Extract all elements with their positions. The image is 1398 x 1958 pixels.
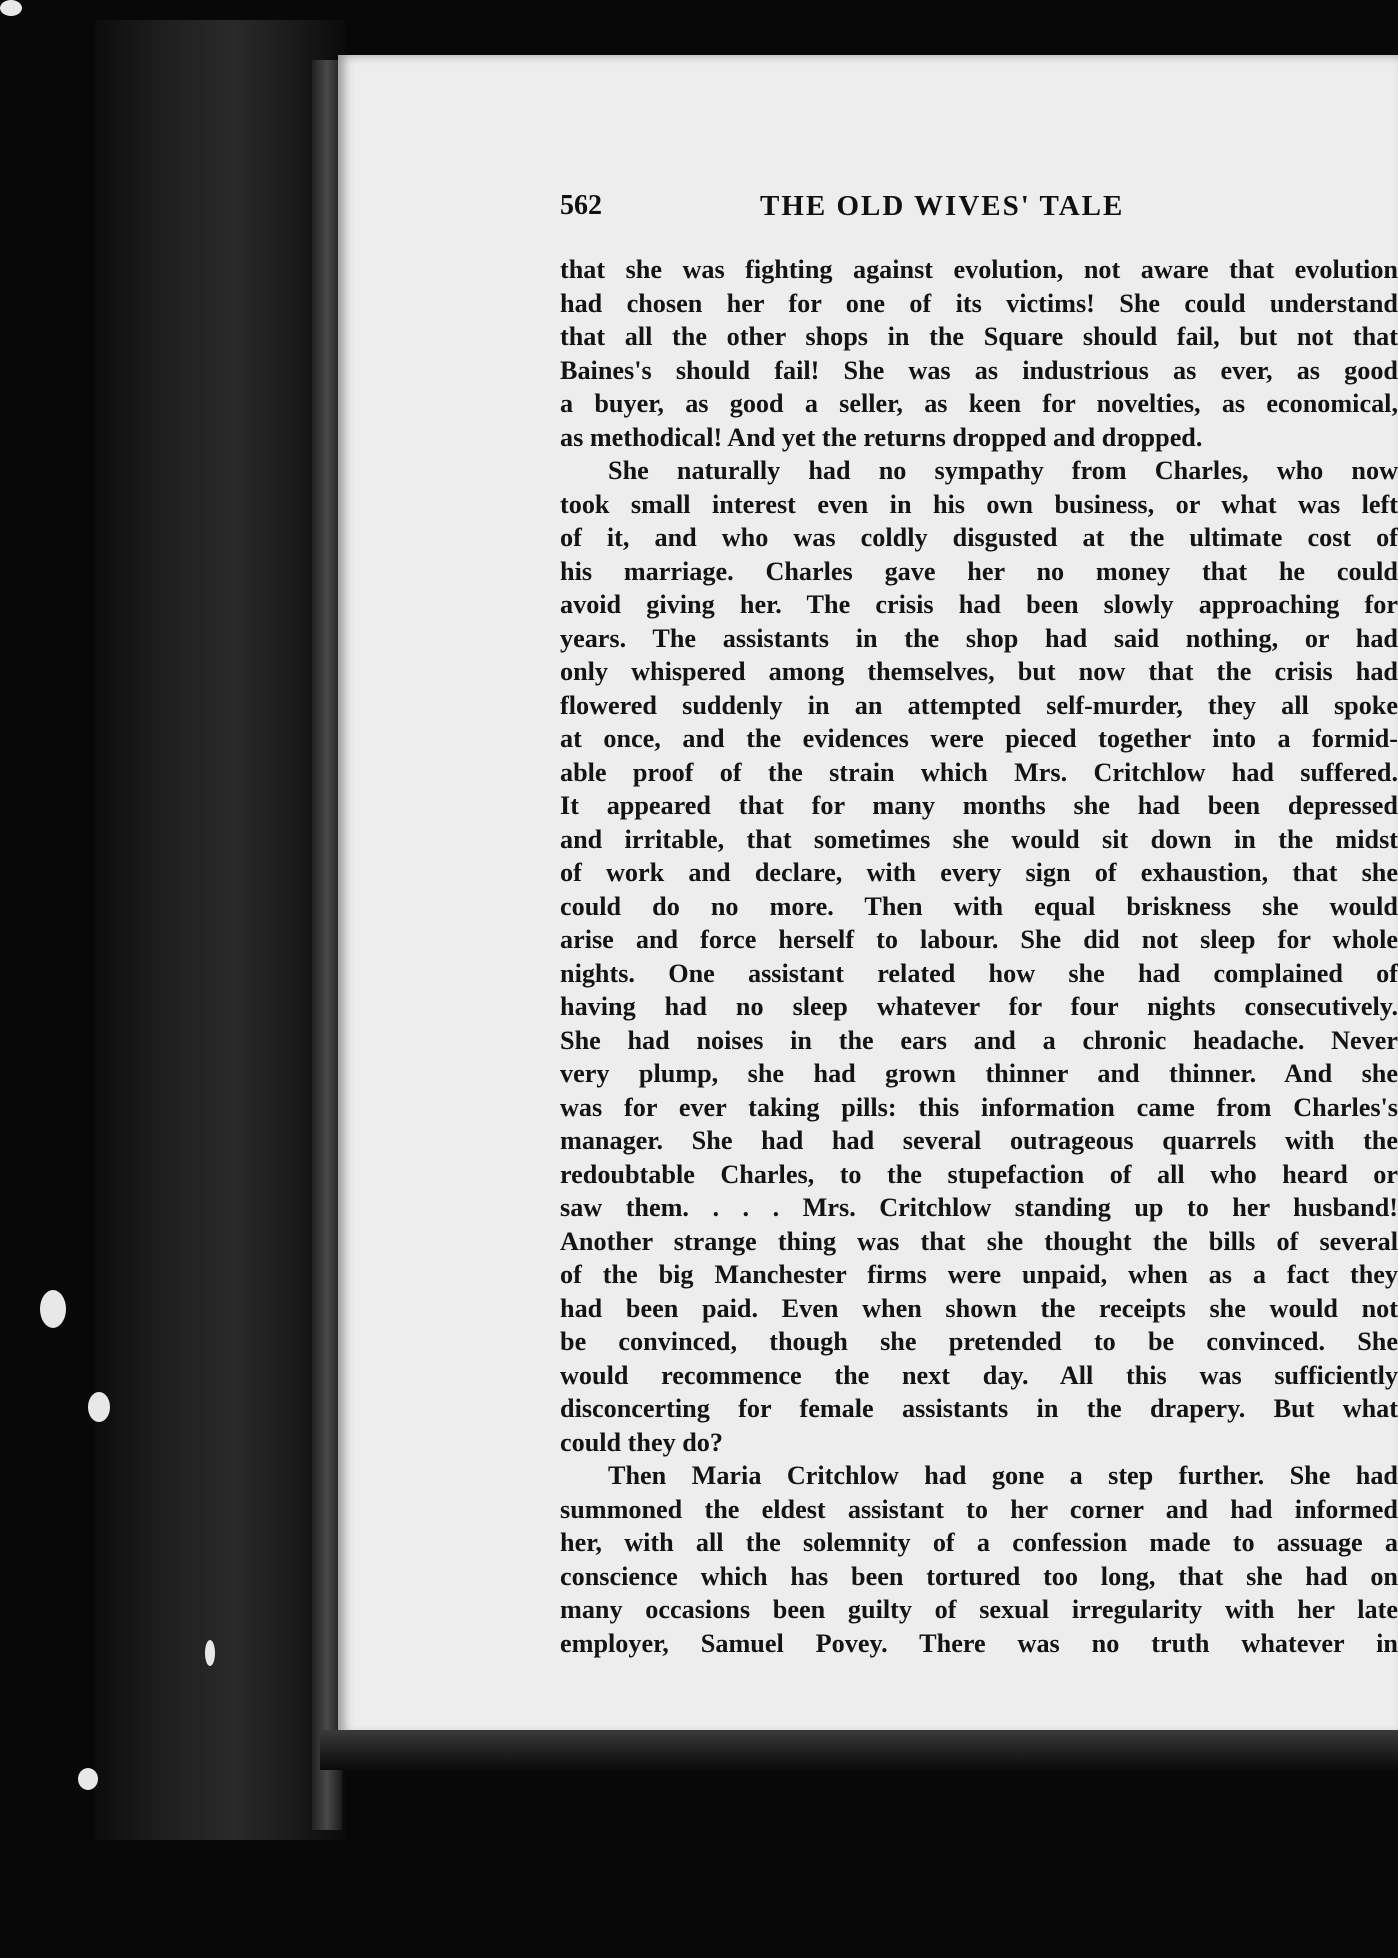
running-head [560, 190, 1398, 230]
text-line: able proof of the strain which Mrs. Critchlow had suffered. [560, 757, 1398, 787]
text-line: of work and declare, with every sign of exhaustion, that she [560, 858, 1398, 887]
body-text [560, 253, 1398, 1660]
dust-speck [0, 0, 22, 16]
text-line: manager. She had had several outrageous quarrels with the [560, 1126, 1398, 1155]
text-line: be convinced, though she pretended to be convinced. She [560, 1327, 1398, 1356]
text-line: Another strange thing was that she thought the bills of several [560, 1226, 1398, 1256]
text-line: her, with all the solemnity of a confession made to assuage a [560, 1528, 1398, 1557]
text-line: arise and force herself to labour. She did not sleep for whole [560, 925, 1398, 954]
text-line: was for ever taking pills: this information came from Charles's [560, 1092, 1398, 1122]
text-line: his marriage. Charles gave her no money that he could [560, 556, 1398, 586]
text-line: as methodical! And yet the returns dropped and dropped. [560, 422, 1203, 452]
text-line: of the big Manchester firms were unpaid, when as a fact they [560, 1260, 1398, 1289]
page-number: 562 [560, 190, 602, 221]
text-line: took small interest even in his own business, or what was left [560, 489, 1398, 519]
text-line: very plump, she had grown thinner and thinner. And she [560, 1059, 1398, 1088]
text-line: She naturally had no sympathy from Charles, who now [608, 456, 1398, 485]
book-spine [95, 20, 345, 1840]
text-line: She had noises in the ears and a chronic headache. Never [560, 1025, 1398, 1055]
text-line: nights. One assistant related how she had complained of [560, 958, 1398, 988]
text-line: had chosen her for one of its victims! She could understand [560, 288, 1398, 318]
text-line: that all the other shops in the Square should fail, but not that [560, 322, 1398, 351]
text-line: that she was fighting against evolution, not aware that evolution [560, 255, 1398, 284]
book-title: THE OLD WIVES' TALE [760, 190, 1125, 222]
text-line: and irritable, that sometimes she would sit down in the midst [560, 824, 1398, 854]
dust-speck [205, 1640, 215, 1666]
text-line: of it, and who was coldly disgusted at the ultimate cost of [560, 523, 1398, 552]
text-line: many occasions been guilty of sexual irregularity with her late [560, 1595, 1398, 1624]
text-line: could they do? [560, 1427, 723, 1457]
text-line: avoid giving her. The crisis had been slowly approaching for [560, 590, 1398, 619]
text-line: had been paid. Even when shown the receipts she would not [560, 1293, 1398, 1323]
text-line: saw them. . . . Mrs. Critchlow standing up to her husband! [560, 1193, 1398, 1222]
text-line: at once, and the evidences were pieced together into a formid- [560, 724, 1398, 753]
dust-speck [40, 1290, 66, 1328]
text-line: summoned the eldest assistant to her corner and had informed [560, 1494, 1398, 1524]
text-line: Then Maria Critchlow had gone a step further. She had [608, 1461, 1398, 1490]
text-line: conscience which has been tortured too long, that she had on [560, 1561, 1398, 1591]
text-line: flowered suddenly in an attempted self-murder, they all spoke [560, 690, 1398, 720]
text-line: would recommence the next day. All this was sufficiently [560, 1360, 1398, 1390]
dust-speck [78, 1768, 98, 1790]
text-line: employer, Samuel Povey. There was no truth whatever in [560, 1628, 1398, 1658]
text-line: having had no sleep whatever for four nights consecutively. [560, 992, 1398, 1021]
text-line: disconcerting for female assistants in the drapery. But what [560, 1394, 1398, 1423]
text-line: a buyer, as good a seller, as keen for novelties, as economical, [560, 389, 1398, 418]
text-line: years. The assistants in the shop had said nothing, or had [560, 623, 1398, 653]
page-edge-shadow [320, 1730, 1398, 1770]
text-line: only whispered among themselves, but now that the crisis had [560, 657, 1398, 686]
text-line: It appeared that for many months she had been depressed [560, 791, 1398, 820]
text-line: Baines's should fail! She was as industrious as ever, as good [560, 355, 1398, 385]
text-line: redoubtable Charles, to the stupefaction of all who heard or [560, 1159, 1398, 1189]
text-line: could do no more. Then with equal briskness she would [560, 891, 1398, 921]
dust-speck [88, 1392, 110, 1422]
